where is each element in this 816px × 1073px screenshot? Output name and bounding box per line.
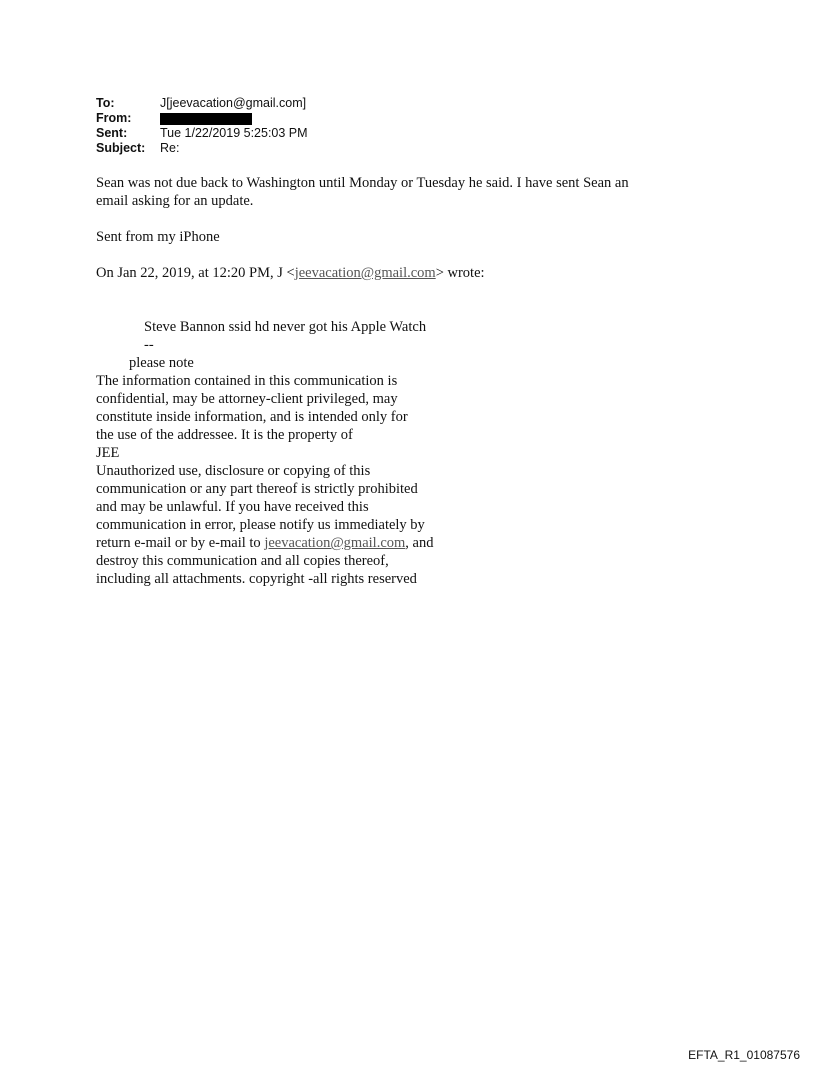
disclaimer-line: including all attachments. copyright -all rights reserved	[96, 571, 417, 587]
notify-suffix: , and	[405, 535, 434, 551]
disclaimer-notify-line	[96, 534, 736, 552]
sent-row	[96, 126, 308, 141]
disclaimer-line: Unauthorized use, disclosure or copying of this	[96, 463, 371, 479]
email-link[interactable]: jeevacation@gmail.com	[294, 265, 436, 281]
to-row	[96, 96, 308, 111]
subject-row	[96, 141, 308, 156]
sent-value: Tue 1/22/2019 5:25:03 PM	[160, 126, 308, 140]
subject-value: Re:	[160, 141, 180, 155]
quote-intro	[96, 264, 736, 282]
disclaimer-line: destroy this communication and all copies thereof,	[96, 553, 389, 569]
disclaimer-line: JEE	[96, 445, 120, 461]
email-header	[96, 96, 308, 156]
notify-prefix: return e-mail or by e-mail to	[96, 535, 265, 551]
disclaimer-line: and may be unlawful. If you have received this	[96, 499, 369, 515]
sent-label: Sent:	[96, 126, 128, 140]
redaction-box	[160, 113, 252, 125]
message-line: Sean was not due back to Washington until Monday or Tuesday he said. I have sent Sean an	[96, 175, 629, 191]
quote-intro-prefix: On Jan 22, 2019, at 12:20 PM, J <	[96, 265, 295, 281]
quote-intro-suffix: > wrote:	[435, 265, 485, 281]
signature: Sent from my iPhone	[96, 229, 220, 245]
email-link[interactable]: jeevacation@gmail.com	[264, 535, 406, 551]
to-value: J[jeevacation@gmail.com]	[160, 96, 307, 110]
subject-label: Subject:	[96, 141, 146, 155]
disclaimer-line: constitute inside information, and is intended only for	[96, 409, 408, 425]
document-id: EFTA_R1_01087576	[688, 1048, 800, 1062]
to-label: To:	[96, 96, 115, 110]
email-body	[96, 174, 736, 588]
disclaimer-line: communication in error, please notify us immediately by	[96, 517, 425, 533]
disclaimer-line: The information contained in this communication is	[96, 373, 398, 389]
quoted-text: Steve Bannon ssid hd never got his Apple Watch	[144, 319, 427, 335]
from-label: From:	[96, 111, 132, 125]
message-line: email asking for an update.	[96, 193, 254, 209]
disclaimer-line: confidential, may be attorney-client privileged, may	[96, 391, 398, 407]
disclaimer-line: the use of the addressee. It is the property of	[96, 427, 353, 443]
disclaimer-line: communication or any part thereof is strictly prohibited	[96, 481, 418, 497]
from-row	[96, 111, 308, 126]
quoted-separator: --	[144, 337, 154, 353]
disclaimer	[96, 372, 736, 588]
quoted-note: please note	[129, 355, 194, 371]
